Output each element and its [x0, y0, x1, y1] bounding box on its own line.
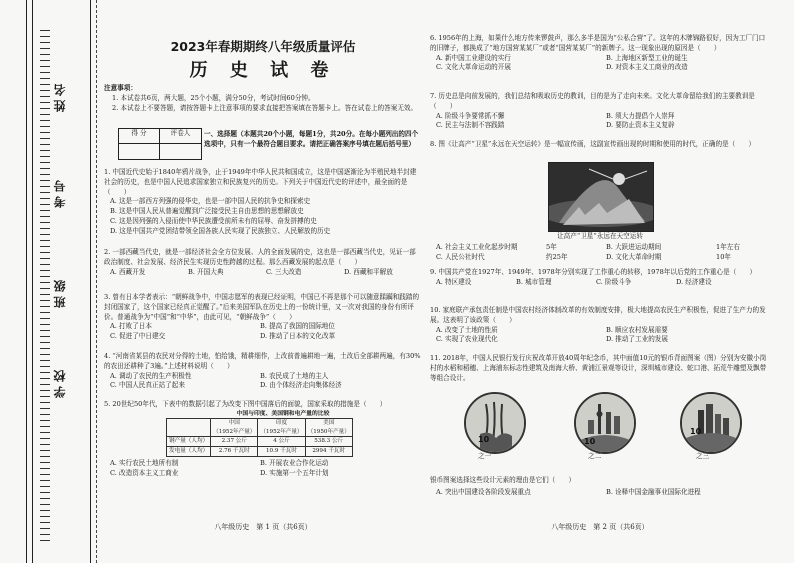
q8-option-a[interactable]: A. 社会主义工业化起步时期 — [436, 243, 518, 251]
table-cell: 538.3 公斤 — [305, 436, 352, 446]
question-5 — [104, 400, 422, 478]
school-label: 学 校 — [52, 370, 67, 399]
q3-stem: 3. 曾有日本学者表示：“朝鲜战争中，中国志愿军的表现已经证明，中国已不再是那个可以随意蹂躏和践踏的封闭国家了，这个国家已经真正觉醒了。”后来美国军队在历史上的一份统计里，又一次对我国的身份有所评价。普通战争为“中国”和“中华”，由此可见，“朝鲜战争”（ ） — [104, 293, 420, 321]
propaganda-poster-image — [548, 162, 654, 232]
page-footer-left: 八年级历史 第 1 页（共6页） — [214, 523, 312, 531]
binding-margin — [10, 0, 100, 563]
q5-table-title: 中国与印度、美国钢和电产量的比较 — [236, 410, 330, 417]
q8-stem: 8. 图《让高产“卫星”永远在天空运转》是一幅宣传画，这副宣传画出现的时期和使用的时代，正确的是（ ） — [430, 140, 756, 148]
q1-stem: 1. 中国近代史始于1840年鸦片战争，止于1949年中华人民共和国成立，这是中国逐渐沦为半殖民地半封建社会的历史，也是中国人民追求国家独立和民族复兴的历史。下列关于中国近代史的评述中，最全面的是（ ） — [104, 168, 417, 196]
q10-option-b[interactable]: B. 顺应农村发展需要 — [606, 325, 668, 334]
q5-option-d[interactable]: D. 实施第一个五年计划 — [260, 468, 329, 477]
q10-option-a[interactable]: A. 改变了土地的性质 — [436, 325, 498, 334]
q9-option-b[interactable]: B. 城市管理 — [516, 277, 552, 286]
q11-option-a[interactable]: A. 突出中国建设各阶段发展重点 — [436, 488, 531, 496]
q2-option-b[interactable]: B. 开国大典 — [188, 267, 224, 276]
q11-options — [430, 488, 776, 498]
q10-option-c[interactable]: C. 实现了农业现代化 — [436, 335, 498, 344]
q10-option-d[interactable]: D. 推动了工业的发展 — [606, 335, 668, 344]
q3-option-a[interactable]: A. 打败了日本 — [110, 322, 152, 331]
q5-stem: 5. 20世纪50年代，下表中的数据引起了为改变下图中国落后的面貌，国家采取的措施是（ ） — [104, 400, 387, 408]
q7-option-a[interactable]: A. 阶级斗争要常抓不懈 — [436, 111, 505, 120]
q1-option-d[interactable]: D. 这是中国共产党团结带领全国各族人民实现了民族独立、人民解放的历史 — [110, 226, 331, 235]
coin-1-label: 之一 — [478, 452, 492, 460]
q8-options — [430, 243, 770, 263]
q3-option-c[interactable]: C. 促进了中日建交 — [110, 332, 166, 340]
exam-title: 2023年春期期终八年级质量评估 — [170, 39, 356, 54]
q7-option-b[interactable]: B. 须大力提倡个人崇拜 — [606, 111, 675, 120]
q4-option-c[interactable]: C. 中国人民真正站了起来 — [110, 381, 185, 390]
section1-heading: 一、选择题（本题共20个小题，每题1分，共20分。在每小题列出的四个选项中，只有一个最符合题目要求。请把正确答案序号填在题后括号里） — [204, 130, 419, 148]
question-10 — [430, 306, 770, 345]
notes — [104, 84, 422, 113]
table-cell — [167, 419, 211, 437]
table-cell: 2.76 千瓦时 — [211, 446, 258, 456]
coin-image-1 — [464, 392, 526, 454]
q8-option-b-value: 1年左右 — [716, 243, 740, 251]
table-cell: 印度 （1952年产量） — [258, 419, 305, 437]
right-column — [430, 0, 770, 563]
q8-option-b[interactable]: B. 大跃进运动期间 — [606, 243, 662, 251]
svg-text:10: 10 — [584, 437, 596, 446]
note-1: 1. 本试卷共6页，两大题，25个小题，满分50分，考试时间60分钟。 — [112, 93, 315, 102]
q11-stem: 11. 2018年，中国人民银行发行庆祝改革开放40周年纪念币，其中面值10元的银币背面图案（图）分别为安徽小岗村的水稻和稻穗、上海浦东标志性建筑及南海大桥、黄浦江景观等设计，深圳城市建设、蛇口港、拓荒牛雕塑及飘带等组合设计。 — [430, 354, 767, 382]
table-cell: 中国 （1952年产量） — [211, 419, 258, 437]
q2-option-a[interactable]: A. 西藏开发 — [110, 267, 146, 276]
q1-option-c[interactable]: C. 这是因列强的入侵而使中华民族遭受前所未有的屈辱、奋发拼搏的史 — [110, 216, 317, 225]
table-cell: 2994 千瓦时 — [305, 446, 352, 456]
q6-option-a[interactable]: A. 新中国工业建设的实行 — [436, 53, 511, 62]
q10-stem: 10. 家庭联产承包责任制是中国农村经济体制改革的有效制度安排，极大地提高农民生产积极性，促进了生产力的发展。这表明了该政策（ ） — [430, 306, 766, 324]
question-3 — [104, 293, 422, 342]
q6-option-c[interactable]: C. 文化大革命运动的开展 — [436, 63, 511, 72]
q8-option-c-value: 约25年 — [546, 252, 568, 261]
q6-stem: 6. 1956年的上海，如果什么地方传来锣鼓声，那么多半是国为“公私合营”了。这年的木牌锦路很好，因为工厂门口的旧牌子，都换成了“地方国营某某厂”或者“国营某某厂”的新牌子。这一现象出现的原因是（ ） — [430, 34, 766, 52]
q9-option-c[interactable]: C. 阶级斗争 — [596, 277, 632, 286]
class-label: 班 级 — [52, 280, 67, 309]
q9-stem: 9. 中国共产党在1927年、1949年、1978年分别实现了工作重心的转移，1978年以后党的工作重心是（ ） — [430, 268, 757, 276]
q8-option-a-value: 5年 — [546, 243, 557, 251]
table-cell: 钢产量（人均） — [167, 436, 211, 446]
question-7 — [430, 92, 770, 131]
q4-option-d[interactable]: D. 由个体经济走向集体经济 — [260, 381, 342, 390]
question-9 — [430, 268, 770, 288]
q11-question: 银币图案选择这些设计元素的理由是它们（ ） — [430, 476, 576, 484]
q4-option-a[interactable]: A. 调动了农民的生产积极性 — [110, 371, 192, 380]
seat-label: 考 号 — [52, 180, 67, 209]
table-cell: 10.9 千瓦时 — [258, 446, 305, 456]
coin-image-3 — [680, 392, 742, 454]
q4-option-b[interactable]: B. 农民成了土地的主人 — [260, 371, 329, 380]
coin-image-2 — [574, 392, 636, 454]
note-2: 2. 本试卷上不要答题，请按答题卡上注意事项的要求直接把答案填在答题卡上。答在试卷上的答案无效。 — [112, 103, 418, 112]
q3-option-b[interactable]: B. 提高了我国的国际地位 — [260, 322, 335, 331]
coin-2-label: 之二 — [588, 452, 602, 460]
name-field[interactable] — [48, 84, 70, 112]
name-label: 姓 名 — [52, 84, 67, 113]
table-cell: 发电量（人均） — [167, 446, 211, 456]
question-4 — [104, 352, 422, 391]
q7-stem: 7. 历史总是向前发展的，我们总结和吸取历史的教训，目的是为了走向未来。文化大革命留给我们的主要教训是（ ） — [430, 92, 755, 110]
q5-option-c[interactable]: C. 改造资本主义工商业 — [110, 468, 179, 477]
q7-option-d[interactable]: D. 要防止资本主义复辟 — [606, 121, 675, 130]
q4-stem: 4. “河南省某县的农民对分得的土地，怕给饿，精耕细作，上改前普遍耕地一遍，土改后全部耕两遍，有30%的农田还耕种了3遍。”上述材料说明（ ） — [104, 352, 421, 370]
q1-option-a[interactable]: A. 这是一部西方列强的侵华史，也是一部中国人民的抗争史和探索史 — [110, 197, 311, 206]
q2-option-c[interactable]: C. 三大改造 — [266, 267, 302, 276]
svg-text:10: 10 — [478, 435, 490, 444]
q2-stem: 2. 一部西藏当代史，就是一部经济社会全方位发展、人的全面发展的史，这也是一部西藏当代史，见证一部政治制度、社会发展、经济民生实现历史性跨越的过程。那么西藏发展的起点是（ ） — [104, 248, 416, 266]
left-column — [104, 0, 422, 563]
score-box — [118, 128, 202, 160]
q5-option-a[interactable]: A. 实行农民土地所有制 — [110, 458, 179, 467]
q9-option-a[interactable]: A. 特区建设 — [436, 277, 472, 286]
question-2 — [104, 248, 422, 277]
q8-option-d[interactable]: D. 文化大革命时期 — [606, 252, 662, 261]
table-row — [167, 436, 353, 446]
table-cell: 2.37 公斤 — [211, 436, 258, 446]
q8-option-d-value: 10年 — [716, 252, 731, 261]
table-cell: 美国 （1950年产量） — [305, 419, 352, 437]
question-8 — [430, 140, 770, 150]
q8-option-c[interactable]: C. 人民公社时代 — [436, 252, 485, 261]
q11-option-b[interactable]: B. 诠释中国金融事业国际化进程 — [606, 488, 701, 496]
q1-option-b[interactable]: B. 这是中国人民从普遍觉醒到广泛接受民主自由思想的思想解放史 — [110, 207, 304, 215]
school-field[interactable] — [48, 370, 70, 398]
coin-3-label: 之三 — [696, 452, 710, 460]
q5-option-b[interactable]: B. 开展农业合作化运动 — [260, 458, 329, 467]
seat-field[interactable] — [48, 180, 70, 208]
question-6 — [430, 34, 770, 73]
q6-option-d[interactable]: D. 对资本主义工商业的改造 — [606, 63, 688, 72]
q8-image-caption: 让高产“卫星”永远在天空运转 — [557, 232, 643, 240]
table-header-row — [167, 419, 353, 437]
svg-text:10: 10 — [690, 427, 702, 436]
notes-heading: 注意事项： — [104, 84, 137, 92]
exam-subject: 历 史 试 卷 — [189, 60, 337, 81]
q2-option-d[interactable]: D. 西藏和平解放 — [344, 267, 393, 276]
table-row — [167, 446, 353, 456]
q6-option-b[interactable]: B. 上海地区新型工业的诞生 — [606, 53, 688, 62]
page-footer-right: 八年级历史 第 2 页（共6页） — [551, 523, 649, 531]
q3-option-d[interactable]: D. 推动了日本的文化改革 — [260, 332, 336, 340]
table-cell: 4 公斤 — [258, 436, 305, 446]
q7-option-c[interactable]: C. 民主与法制不容践踏 — [436, 121, 505, 130]
score-label: 得 分 — [119, 129, 160, 144]
question-1 — [104, 168, 422, 236]
q5-table — [166, 418, 353, 457]
class-field[interactable] — [48, 280, 70, 308]
question-11 — [430, 354, 770, 383]
grader-label: 评卷人 — [160, 129, 201, 144]
q9-option-d[interactable]: D. 经济建设 — [676, 277, 712, 286]
